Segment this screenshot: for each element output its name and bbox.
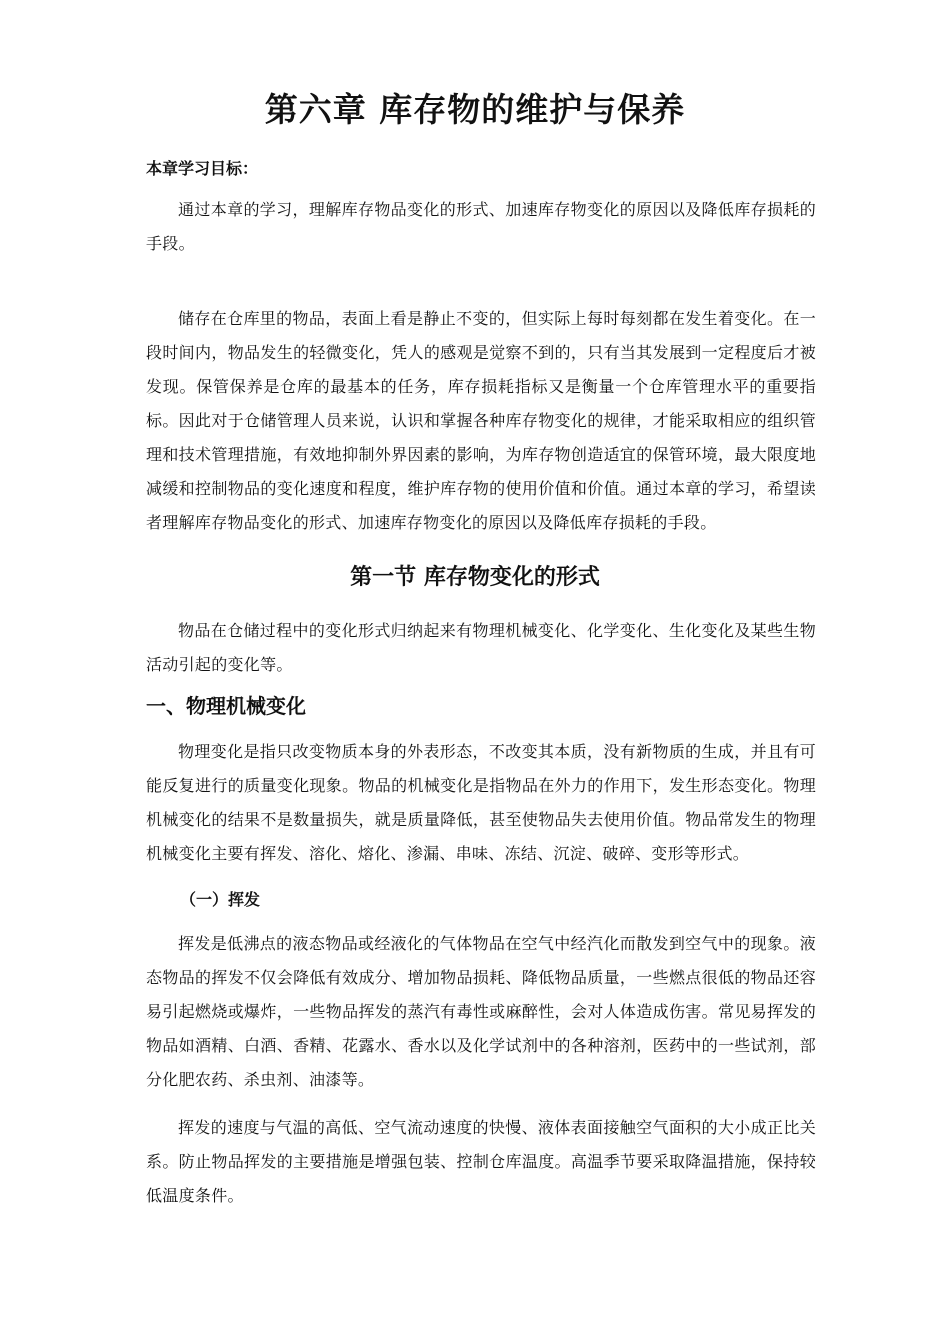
chapter-title: 第六章 库存物的维护与保养 (264, 90, 686, 129)
item-paragraph-2: 挥发的速度与气温的高低、空气流动速度的快慢、液体表面接触空气面积的大小成正比关系。防止物品挥发的主要措施是增强包装、控制仓库温度。高温季节要采取降温措施，保持较低温度条件。 (146, 1118, 816, 1205)
section-intro-paragraph: 物品在仓储过程中的变化形式归纳起来有物理机械变化、化学变化、生化变化及某些生物活动引起的变化等。 (146, 621, 816, 674)
chapter-intro-paragraph: 储存在仓库里的物品，表面上看是静止不变的，但实际上每时每刻都在发生着变化。在一段时间内，物品发生的轻微变化，凭人的感观是觉察不到的，只有当其发展到一定程度后才被发现。保管保养是仓库的最基本的任务，库存损耗指标又是衡量一个仓库管理水平的重要指标。因此对于仓储管理人员来说，认识和掌握各种库存物变化的规律，才能采取相应的组织管理和技术管理措施，有效地抑制外界因素的影响，为库存物创造适宜的保管环境，最大限度地减缓和控制物品的变化速度和程度，维护库存物的使用价值和价值。通过本章的学习，希望读者理解库存物品变化的形式、加速库存物变化的原因以及降低库存损耗的手段。 (146, 309, 816, 532)
subsection-paragraph: 物理变化是指只改变物质本身的外表形态，不改变其本质，没有新物质的生成，并且有可能反复进行的质量变化现象。物品的机械变化是指物品在外力的作用下，发生形态变化。物理机械变化的结果不是数量损失，就是质量降低，甚至使物品失去使用价值。物品常发生的物理机械变化主要有挥发、溶化、熔化、渗漏、串味、冻结、沉淀、破碎、变形等形式。 (146, 742, 816, 863)
item-heading: （一）挥发 (180, 890, 261, 909)
subsection-heading: 一、物理机械变化 (146, 694, 306, 718)
item-paragraph-1: 挥发是低沸点的液态物品或经液化的气体物品在空气中经汽化而散发到空气中的现象。液态物品的挥发不仅会降低有效成分、增加物品损耗、降低物品质量，一些燃点很低的物品还容易引起燃烧或爆炸，一些物品挥发的蒸汽有毒性或麻醉性，会对人体造成伤害。常见易挥发的物品如酒精、白酒、香精、花露水、香水以及化学试剂中的各种溶剂，医药中的一些试剂，部分化肥农药、杀虫剂、油漆等。 (146, 934, 816, 1089)
objectives-heading: 本章学习目标： (146, 159, 259, 178)
objectives-paragraph: 通过本章的学习，理解库存物品变化的形式、加速库存物变化的原因以及降低库存损耗的手段。 (146, 200, 816, 253)
section-title: 第一节 库存物变化的形式 (350, 565, 600, 590)
